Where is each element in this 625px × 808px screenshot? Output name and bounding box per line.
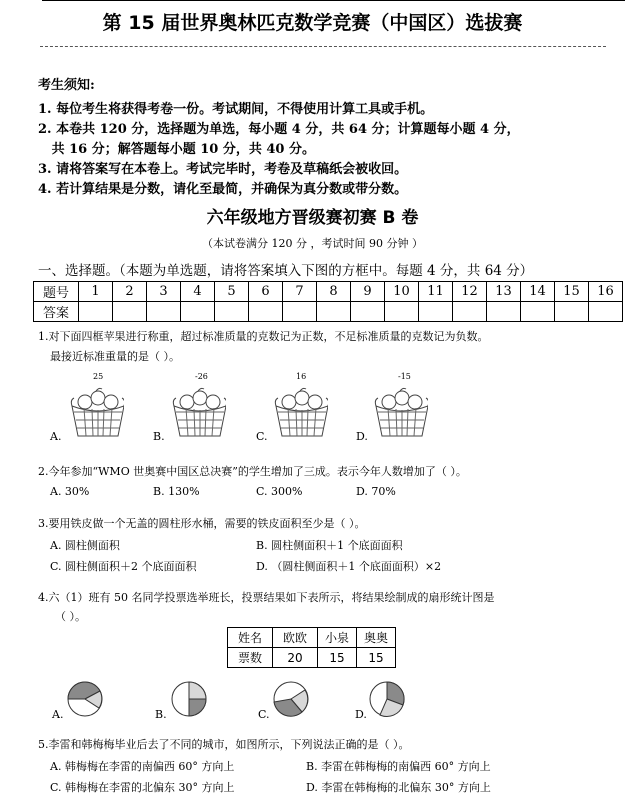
question-number: 11 <box>419 282 453 302</box>
answer-cell[interactable] <box>317 302 351 322</box>
answer-cell[interactable] <box>589 302 623 322</box>
vote-table-header: 小泉 <box>318 628 357 648</box>
question-5-text: 5.李雷和韩梅梅毕业后去了不同的城市，如图所示，下列说法正确的是（ ）。 <box>38 738 410 751</box>
answer-cell[interactable] <box>521 302 555 322</box>
vote-table-cell: 15 <box>357 648 396 668</box>
question-number: 16 <box>589 282 623 302</box>
answer-cell[interactable] <box>487 302 521 322</box>
question-4-prompt: （ ）。 <box>55 610 86 623</box>
notice-item: 2. 本卷共 120 分，选择题为单选，每小题 4 分，共 64 分；计算题每小题 4 分， <box>38 122 520 137</box>
option-d: D. （圆柱侧面积＋1 个底面面积）×2 <box>256 560 442 573</box>
question-number: 5 <box>215 282 249 302</box>
option-a: A. 圆柱侧面积 <box>50 539 120 552</box>
question-number: 7 <box>283 282 317 302</box>
answer-cell[interactable] <box>181 302 215 322</box>
question-1-text: 1.对下面四框苹果进行称重，超过标准质量的克数记为正数，不足标准质量的克数记为负数。 <box>38 330 489 343</box>
answer-cell[interactable] <box>419 302 453 322</box>
question-number: 12 <box>453 282 487 302</box>
pie-option-a <box>66 680 106 720</box>
option-label: A. <box>50 430 62 443</box>
apple-basket-icon <box>372 382 428 440</box>
option-label: D. <box>356 430 368 443</box>
question-number: 10 <box>385 282 419 302</box>
option-label: C. <box>258 708 270 721</box>
option-d: D. 70% <box>356 485 396 498</box>
vote-table-cell: 20 <box>273 648 318 668</box>
notice-heading: 考生须知: <box>38 78 95 93</box>
answer-table <box>33 281 623 322</box>
question-number: 14 <box>521 282 555 302</box>
option-a: A. 韩梅梅在李雷的南偏西 60° 方向上 <box>50 760 235 773</box>
page-title: 第 15 届世界奥林匹克数学竞赛（中国区）选拔赛 <box>102 12 523 34</box>
answer-cell[interactable] <box>351 302 385 322</box>
question-number: 2 <box>113 282 147 302</box>
question-3-text: 3.要用铁皮做一个无盖的圆柱形水桶，需要的铁皮面积至少是（ ）。 <box>38 517 366 530</box>
answer-cell[interactable] <box>385 302 419 322</box>
question-2-text: 2.今年参加“WMO 世奥赛中国区总决赛”的学生增加了三成。表示今年人数增加了（ ）。 <box>38 465 467 478</box>
option-d: D. 李雷在韩梅梅的北偏东 30° 方向上 <box>306 781 491 794</box>
section-heading: 一、选择题。（本题为单选题，请将答案填入下图的方框中。每题 4 分，共 64 分） <box>38 263 534 279</box>
option-a: A. 30% <box>50 485 90 498</box>
pie-option-b <box>170 680 210 720</box>
option-label: C. <box>256 430 268 443</box>
basket-weight: 16 <box>296 372 307 381</box>
answer-cell[interactable] <box>283 302 317 322</box>
pie-option-c <box>272 680 312 720</box>
option-label: B. <box>155 708 167 721</box>
option-b: B. 130% <box>153 485 200 498</box>
basket-weight: 25 <box>93 372 104 381</box>
question-number: 9 <box>351 282 385 302</box>
option-c: C. 300% <box>256 485 303 498</box>
answer-cell[interactable] <box>453 302 487 322</box>
vote-table-header: 奥奥 <box>357 628 396 648</box>
answer-table-number-row <box>34 282 623 302</box>
apple-basket-icon <box>272 382 328 440</box>
pie-option-d <box>368 680 408 720</box>
apple-basket-icon <box>170 382 226 440</box>
question-number: 3 <box>147 282 181 302</box>
basket-weight: -15 <box>398 372 411 381</box>
option-b: B. 圆柱侧面积＋1 个底面面积 <box>256 539 403 552</box>
answer-cell[interactable] <box>555 302 589 322</box>
question-number: 15 <box>555 282 589 302</box>
notice-item: 3. 请将答案写在本卷上。考试完毕时，考卷及草稿纸会被收回。 <box>38 162 408 177</box>
exam-info: （本试卷满分 120 分 ，考试时间 90 分钟 ） <box>202 237 423 250</box>
top-rule <box>42 0 625 1</box>
vote-table-cell: 15 <box>318 648 357 668</box>
question-number: 1 <box>79 282 113 302</box>
answer-cell[interactable] <box>215 302 249 322</box>
question-number: 8 <box>317 282 351 302</box>
notice-item: 1. 每位考生将获得考卷一份。考试期间，不得使用计算工具或手机。 <box>38 102 434 117</box>
row-label: 答案 <box>34 302 79 322</box>
vote-table <box>227 627 396 668</box>
option-b: B. 李雷在韩梅梅的南偏西 60° 方向上 <box>306 760 491 773</box>
basket-weight: -26 <box>195 372 208 381</box>
answer-cell[interactable] <box>79 302 113 322</box>
option-label: A. <box>52 708 64 721</box>
question-number: 4 <box>181 282 215 302</box>
option-label: D. <box>355 708 367 721</box>
apple-basket-icon <box>68 382 124 440</box>
answer-table-answer-row <box>34 302 623 322</box>
option-c: C. 圆柱侧面积＋2 个底面面积 <box>50 560 197 573</box>
notice-item: 4. 若计算结果是分数，请化至最简，并确保为真分数或带分数。 <box>38 182 408 197</box>
question-4-text: 4.六（1）班有 50 名同学投票选举班长，投票结果如下表所示，将结果绘制成的扇形统计图是 <box>38 591 495 604</box>
vote-table-header: 欧欧 <box>273 628 318 648</box>
answer-cell[interactable] <box>113 302 147 322</box>
vote-table-cell: 票数 <box>228 648 273 668</box>
option-label: B. <box>153 430 165 443</box>
dashed-divider <box>40 46 606 47</box>
answer-cell[interactable] <box>147 302 181 322</box>
question-1-prompt: 最接近标准重量的是（ ）。 <box>50 350 180 363</box>
row-label: 题号 <box>34 282 79 302</box>
question-number: 6 <box>249 282 283 302</box>
vote-table-header: 姓名 <box>228 628 273 648</box>
answer-cell[interactable] <box>249 302 283 322</box>
notice-item: 共 16 分；解答题每小题 10 分，共 40 分。 <box>38 142 316 157</box>
exam-subtitle: 六年级地方晋级赛初赛 B 卷 <box>206 208 419 228</box>
question-number: 13 <box>487 282 521 302</box>
option-c: C. 韩梅梅在李雷的北偏东 30° 方向上 <box>50 781 235 794</box>
